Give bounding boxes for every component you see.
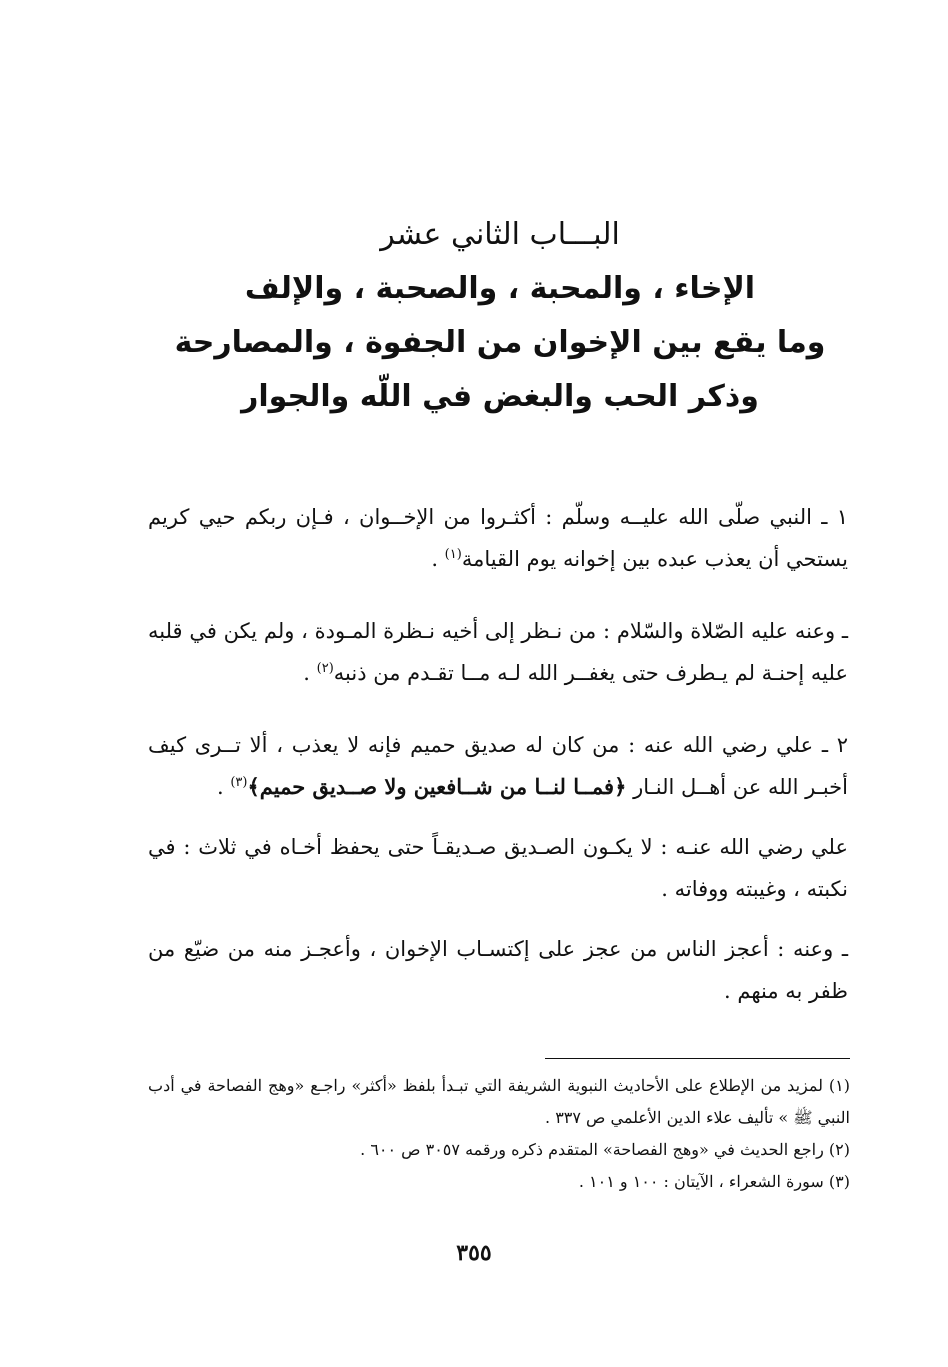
paragraph-text: ١ ـ النبي صلّى الله عليــه وسلّم : أكثـروا من الإخــوان ، فـإن ربكم حيي كريم يستحي أن يعذب عبده بين إخوانه يوم القيامة: [148, 505, 848, 571]
quran-verse: ﴿فمــا لنــا من شــافعين ولا صــديق حميم﴾: [247, 774, 627, 799]
footnote-1: (١) لمزيد من الإطلاع على الأحاديث النبوية الشريفة التي تبـدأ بلفظ «أكثر» راجـع «وهج الفصاحة في أدب النبي ﷺ » تأليف علاء الدين الأعلمي ص ٣٣٧ .: [148, 1076, 850, 1127]
footnote-3: (٣) سورة الشعراء ، الآيتان : ١٠٠ و ١٠١ .: [578, 1172, 850, 1191]
chapter-title-line-3: وذكر الحب والبغض في اللّه والجوار: [241, 379, 759, 414]
footnote-reference[interactable]: (٢): [316, 661, 334, 676]
paragraph-3: [148, 724, 848, 808]
paragraph-text: ـ وعنه عليه الصّلاة والسّلام : من نـظر إلى أخيه نـظرة المـودة ، ولم يكن في قلبه عليه إحنـة لم يـطرف حتى يغفــر الله لـه مــا تقـدم من ذنبه: [148, 619, 848, 685]
paragraph-tail: .: [303, 661, 317, 685]
body-text: [148, 496, 848, 1030]
chapter-header: [150, 208, 850, 424]
paragraph-tail: .: [216, 775, 231, 799]
paragraph-2: [148, 610, 848, 694]
paragraph-tail: .: [431, 547, 445, 571]
paragraph-1: [148, 496, 848, 580]
footnotes: [148, 1070, 850, 1198]
footnote-divider: [545, 1058, 850, 1059]
chapter-label: البـــاب الثاني عشر: [380, 217, 620, 252]
paragraph-text: علي رضي الله عنـه : لا يكـون الصـديق صـديقـاً حتى يحفظ أخـاه في ثلاث : في نكبته ، وغيبته ووفاته .: [148, 835, 848, 901]
chapter-title-line-2: وما يقع بين الإخوان من الجفوة ، والمصارحة: [174, 325, 826, 360]
page-number: ٣٥٥: [456, 1240, 492, 1266]
chapter-title-line-1: الإخاء ، والمحبة ، والصحبة ، والإلف: [244, 271, 756, 306]
paragraph-text: ٢ ـ علي رضي الله عنه : من كان له صديق حميم فإنه لا يعذب ، ألا تــرى كيف أخبـر الله عن أهــل النـار: [148, 733, 848, 799]
footnote-reference[interactable]: (٣): [230, 775, 248, 790]
footnote-reference[interactable]: (١): [444, 547, 462, 562]
footnote-2: (٢) راجع الحديث في «وهج الفصاحة» المتقدم ذكره ورقمه ٣٠٥٧ ص ٦٠٠ .: [360, 1140, 850, 1159]
paragraph-4: [148, 826, 848, 910]
paragraph-5: [148, 928, 848, 1012]
paragraph-text: ـ وعنه : أعجز الناس من عجز على إكتسـاب الإخوان ، وأعجـز منه من ضيّع من ظفر به منهم .: [148, 937, 848, 1003]
